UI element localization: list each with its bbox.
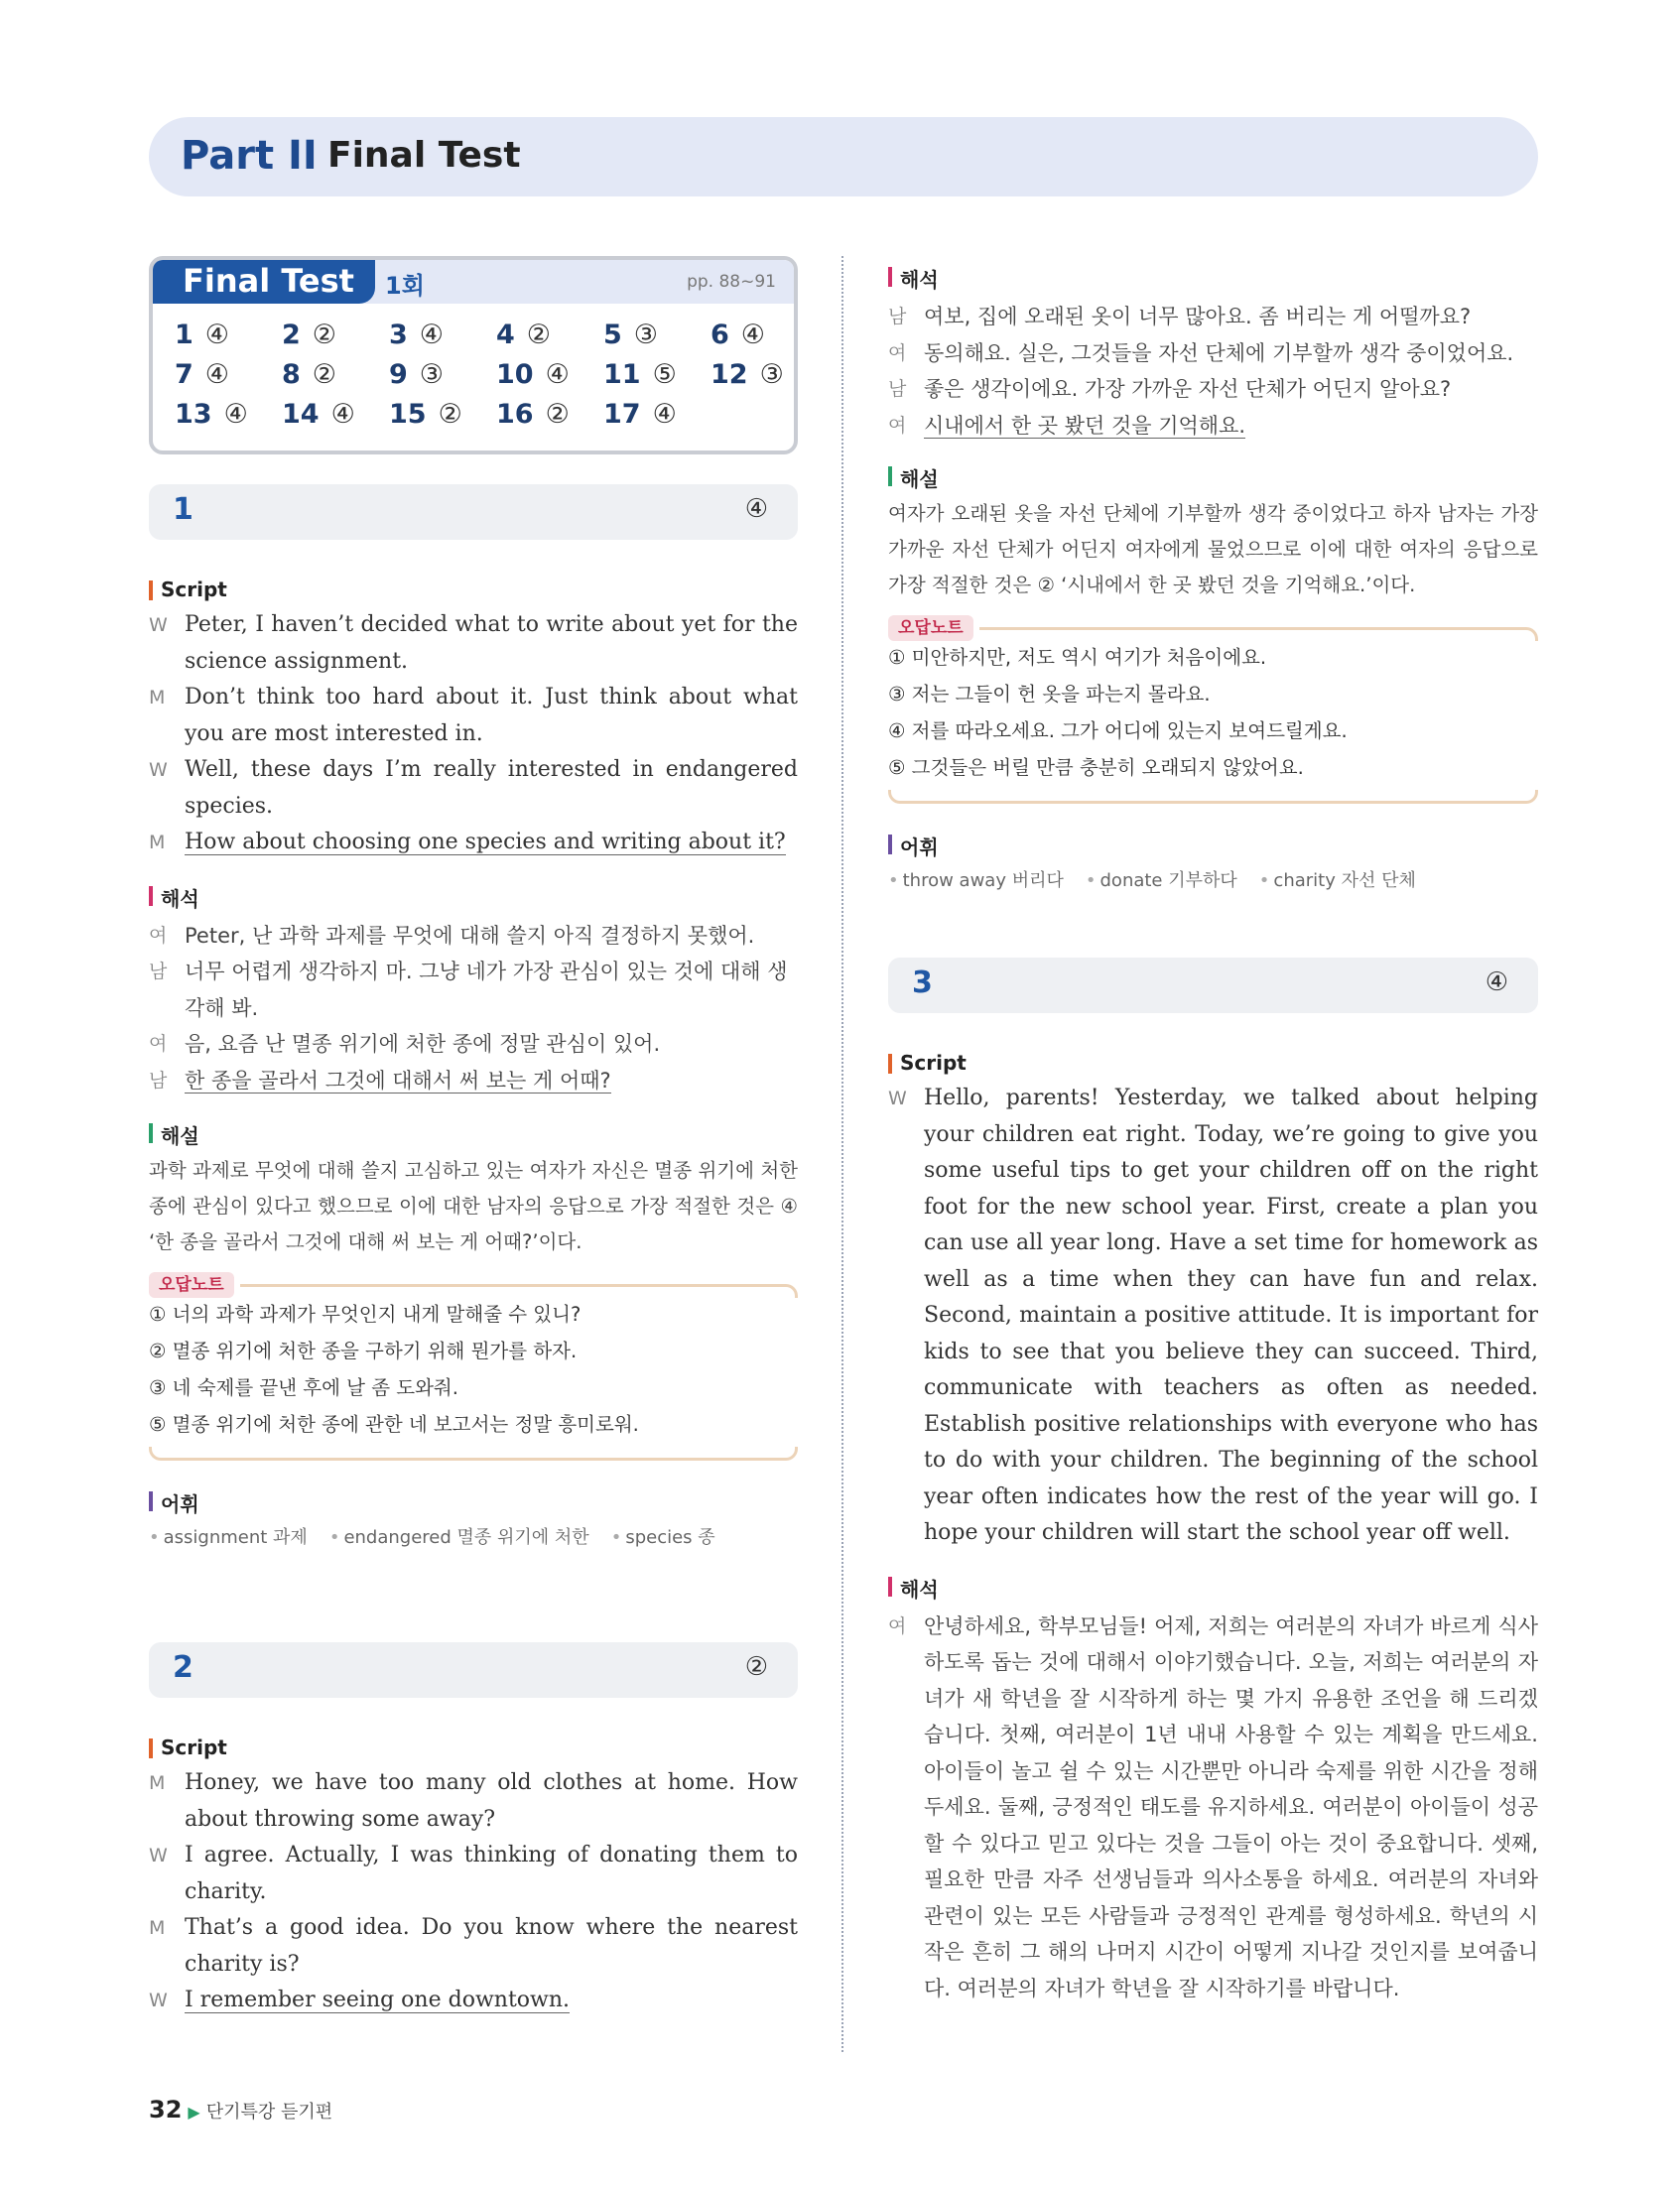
explanation-label: 해설 xyxy=(888,463,1538,492)
answer-item xyxy=(496,399,570,430)
script-label: Script xyxy=(888,1051,1538,1075)
question-answer: ④ xyxy=(1485,967,1508,997)
answer-number: 6 xyxy=(711,320,729,350)
script-text: Well, these days I’m really interested in endangered species. xyxy=(185,757,798,819)
question-header xyxy=(888,958,1538,1013)
answer-number: 8 xyxy=(282,359,301,390)
translation-line xyxy=(888,371,1538,408)
page-range: pp. 88~91 xyxy=(687,272,776,292)
answer-choice: ④ xyxy=(330,399,355,430)
answer-item xyxy=(603,359,677,390)
answer-choice: ⑤ xyxy=(652,359,677,390)
speaker: 여 xyxy=(888,414,907,437)
answer-number: 3 xyxy=(389,320,408,350)
answer-number: 4 xyxy=(496,320,515,350)
answer-choice: ② xyxy=(312,359,337,390)
answer-choice: ④ xyxy=(204,320,230,350)
speaker: M xyxy=(149,1917,166,1939)
wrong-note-item: ④ 저를 따라오세요. 그가 어디에 있는지 보여드릴게요. xyxy=(888,719,1348,742)
translation-lines xyxy=(149,918,798,1099)
translation-label: 해석 xyxy=(149,883,798,912)
wrong-note-item: ① 미안하지만, 저도 역시 여기가 처음이에요. xyxy=(888,646,1267,669)
script-line xyxy=(149,680,798,752)
wrong-note-items xyxy=(149,1296,798,1443)
page-footer xyxy=(149,2096,332,2124)
wrong-note-border-bottom xyxy=(888,790,1538,804)
answer-item xyxy=(603,399,677,430)
speaker: M xyxy=(149,832,166,853)
answer-number: 7 xyxy=(175,359,194,390)
answer-choice: ④ xyxy=(740,320,766,350)
answer-choice: ② xyxy=(526,320,552,350)
translation-label: 해석 xyxy=(888,264,1538,293)
translation-line xyxy=(149,954,798,1026)
answer-number: 17 xyxy=(603,399,641,430)
speaker: W xyxy=(149,614,168,636)
triangle-icon: ▶ xyxy=(188,2103,200,2122)
vocab-list xyxy=(149,1523,798,1549)
script-line xyxy=(149,752,798,825)
speaker: M xyxy=(149,687,166,708)
answer-choice: ④ xyxy=(223,399,248,430)
speaker: 여 xyxy=(149,1033,168,1055)
round-label: 1회 xyxy=(385,272,425,300)
wrong-note-item: ⑤ 멸종 위기에 처한 종에 관한 네 보고서는 정말 흥미로워. xyxy=(149,1413,639,1436)
answer-number: 16 xyxy=(496,399,534,430)
speaker: 여 xyxy=(888,341,907,364)
translation-text: 한 종을 골라서 그것에 대해서 써 보는 게 어때? xyxy=(185,1068,611,1093)
vocab-item: • endangered 멸종 위기에 처한 xyxy=(329,1527,589,1548)
translation-text: 안녕하세요, 학부모님들! 어제, 저희는 여러분의 자녀가 바르게 식사하도록 돕는 것에 대해서 이야기했습니다. 오늘, 저희는 여러분의 자녀가 새 학년을 잘 시작하게 하는 몇 가지 유용한 조언을 해 드리겠습니다. 첫째, 여러분이 1년 내내 사용할 수 있는 계획을 만드세요. 아이들이 놀고 쉴 수 있는 시간뿐만 아니라 숙제를 위한 시간을 정해 두세요. 둘째, 긍정적인 태도를 유지하세요. 여러분이 아이들이 성공할 수 있다고 믿고 있다는 것을 그들이 아는 것이 중요합니다. 셋째, 필요한 만큼 자주 선생님들과 의사소통을 하세요. 여러분의 자녀와 관련이 있는 모든 사람들과 긍정적인 관계를 형성하세요. 학년의 시작은 흔히 그 해의 나머지 시간이 어떻게 지나갈 것인지를 보여줍니다. 여러분의 자녀가 학년을 잘 시작하기를 바랍니다. xyxy=(924,1613,1538,2000)
answer-item xyxy=(389,359,444,390)
translation-line xyxy=(149,918,798,955)
script-line xyxy=(149,1983,798,2019)
answer-item xyxy=(711,359,784,390)
speaker: 여 xyxy=(149,924,168,947)
answer-choice: ④ xyxy=(419,320,445,350)
answer-choice: ④ xyxy=(545,359,570,390)
translation-line xyxy=(149,1026,798,1063)
answer-item xyxy=(389,320,444,350)
speaker: 여 xyxy=(888,1614,907,1637)
script-lines xyxy=(149,1765,798,2019)
vocab-item: • species 종 xyxy=(611,1527,715,1548)
answer-item xyxy=(603,320,658,350)
left-column xyxy=(149,256,798,2019)
answer-item xyxy=(282,359,336,390)
explanation-label: 해설 xyxy=(149,1120,798,1149)
speaker: M xyxy=(149,1772,166,1794)
translation-lines xyxy=(888,299,1538,444)
script-text: Honey, we have too many old clothes at home. How about throwing some away? xyxy=(185,1770,798,1832)
wrong-note-item: ② 멸종 위기에 처한 종을 구하기 위해 뭔가를 하자. xyxy=(149,1340,578,1362)
speaker: 남 xyxy=(888,306,907,327)
wrong-note-box xyxy=(888,615,1538,814)
question-answer: ④ xyxy=(744,494,768,524)
translation-line xyxy=(888,335,1538,372)
script-lines xyxy=(888,1081,1538,1552)
part-header xyxy=(149,117,1538,196)
answer-item xyxy=(175,399,248,430)
script-line xyxy=(149,825,798,861)
script-text: I remember seeing one downtown. xyxy=(185,1988,571,2012)
answer-item xyxy=(389,399,462,430)
speaker: 남 xyxy=(888,378,907,400)
wrong-note-item: ③ 네 숙제를 끝낸 후에 날 좀 도와줘. xyxy=(149,1376,458,1399)
translation-line xyxy=(888,299,1538,335)
wrong-note-item: ⑤ 그것들은 버릴 만큼 충분히 오래되지 않았어요. xyxy=(888,756,1304,779)
answer-number: 13 xyxy=(175,399,212,430)
answer-number: 14 xyxy=(282,399,320,430)
translation-text: 좋은 생각이에요. 가장 가까운 자선 단체가 어딘지 알아요? xyxy=(924,377,1452,401)
answer-number: 12 xyxy=(711,359,748,390)
translation-line xyxy=(888,1609,1538,2007)
speaker: W xyxy=(149,1990,168,2011)
script-label: Script xyxy=(149,578,798,601)
translation-line xyxy=(149,1063,798,1099)
answer-choice: ② xyxy=(312,320,337,350)
final-test-badge: Final Test xyxy=(153,260,375,304)
translation-line xyxy=(888,408,1538,445)
speaker: W xyxy=(149,1845,168,1866)
translation-text: Peter, 난 과학 과제를 무엇에 대해 쓸지 아직 결정하지 못했어. xyxy=(185,923,755,948)
wrong-note-item: ① 너의 과학 과제가 무엇인지 내게 말해줄 수 있니? xyxy=(149,1303,582,1326)
translation-text: 동의해요. 실은, 그것들을 자선 단체에 기부할까 생각 중이었어요. xyxy=(924,340,1514,365)
script-label: Script xyxy=(149,1736,798,1759)
vocab-list xyxy=(888,866,1538,892)
translation-lines xyxy=(888,1609,1538,2007)
script-text: That’s a good idea. Do you know where the nearest charity is? xyxy=(185,1915,798,1977)
script-lines xyxy=(149,607,798,861)
answer-choice: ② xyxy=(545,399,570,430)
vocab-item: • throw away 버리다 xyxy=(888,870,1064,891)
part-label: Part II xyxy=(181,133,318,179)
wrong-note-border-top xyxy=(979,627,1538,641)
wrong-note-item: ③ 저는 그들이 헌 옷을 파는지 몰라요. xyxy=(888,683,1211,706)
answer-choice: ③ xyxy=(633,320,659,350)
answer-choice: ③ xyxy=(419,359,445,390)
answer-item xyxy=(496,320,551,350)
vocab-item: • donate 기부하다 xyxy=(1086,870,1237,891)
answer-choice: ② xyxy=(438,399,462,430)
script-text: Don’t think too hard about it. Just think about what you are most interested in. xyxy=(185,685,798,746)
answer-number: 15 xyxy=(389,399,427,430)
script-line xyxy=(888,1081,1538,1552)
wrong-note-box xyxy=(149,1272,798,1471)
answer-number: 10 xyxy=(496,359,534,390)
script-line xyxy=(149,1838,798,1910)
answer-choice: ④ xyxy=(652,399,677,430)
column-divider xyxy=(841,256,843,2052)
script-line xyxy=(149,607,798,680)
question-header xyxy=(149,484,798,540)
speaker: W xyxy=(149,759,168,781)
wrong-note-tag: 오답노트 xyxy=(888,615,973,641)
answer-number: 9 xyxy=(389,359,408,390)
question-number: 3 xyxy=(912,965,933,1000)
script-text: I agree. Actually, I was thinking of donating them to charity. xyxy=(185,1843,798,1904)
answer-number: 5 xyxy=(603,320,622,350)
answer-choice: ③ xyxy=(759,359,784,390)
vocab-item: • assignment 과제 xyxy=(149,1527,308,1548)
answer-item xyxy=(282,399,355,430)
answer-number: 2 xyxy=(282,320,301,350)
wrong-note-border-top xyxy=(240,1284,798,1298)
answer-item xyxy=(711,320,765,350)
answer-item xyxy=(175,359,229,390)
speaker: W xyxy=(888,1088,907,1109)
question-answer: ② xyxy=(744,1652,768,1682)
script-text: Hello, parents! Yesterday, we talked about helping your children eat right. Today, we’re going to give you some useful tips to get your children off on the right foot for the new school year. First, create a plan you can use all year long. Have a set time for homework as well as a time when they can have fun and relax. Second, maintain a positive attitude. It is important for kids to see that you believe they can succeed. Third, communicate with teachers as often as needed. Establish positive relationships with everyone who has to do with your children. The beginning of the school year often indicates how the rest of the year will go. I hope your children will start the school year off well. xyxy=(924,1086,1538,1545)
wrong-note-border-bottom xyxy=(149,1447,798,1461)
question-number: 2 xyxy=(173,1650,194,1685)
right-column xyxy=(888,256,1538,2006)
vocab-item: • charity 자선 단체 xyxy=(1259,870,1416,891)
script-line xyxy=(149,1910,798,1983)
script-line xyxy=(149,1765,798,1838)
translation-text: 너무 어렵게 생각하지 마. 그냥 네가 가장 관심이 있는 것에 대해 생각해 봐. xyxy=(185,960,788,1020)
answer-item xyxy=(496,359,570,390)
answer-item xyxy=(282,320,336,350)
vocab-label: 어휘 xyxy=(149,1488,798,1517)
wrong-note-tag: 오답노트 xyxy=(149,1272,234,1298)
explanation-text: 과학 과제로 무엇에 대해 쓸지 고심하고 있는 여자가 자신은 멸종 위기에 처한 종에 관심이 있다고 했으므로 이에 대한 남자의 응답으로 가장 적절한 것은 ④ ‘한 종을 골라서 그것에 대해 써 보는 게 어때?’이다. xyxy=(149,1159,798,1253)
translation-text: 음, 요즘 난 멸종 위기에 처한 종에 정말 관심이 있어. xyxy=(185,1032,661,1056)
answer-item xyxy=(175,320,229,350)
book-title: 단기특강 듣기편 xyxy=(205,2102,333,2123)
answer-key-box xyxy=(149,256,798,454)
page-number: 32 xyxy=(149,2096,183,2124)
script-text: Peter, I haven’t decided what to write about yet for the science assignment. xyxy=(185,612,798,674)
answer-number: 1 xyxy=(175,320,194,350)
script-text: How about choosing one species and writing about it? xyxy=(185,830,786,854)
vocab-label: 어휘 xyxy=(888,832,1538,860)
question-header xyxy=(149,1642,798,1698)
explanation-text: 여자가 오래된 옷을 자선 단체에 기부할까 생각 중이었다고 하자 남자는 가장 가까운 자선 단체가 어딘지 여자에게 물었으므로 이에 대한 여자의 응답으로 가장 적절한 것은 ② ‘시내에서 한 곳 봤던 것을 기억해요.’이다. xyxy=(888,502,1538,596)
speaker: 남 xyxy=(149,961,168,982)
speaker: 남 xyxy=(149,1069,168,1092)
wrong-note-items xyxy=(888,639,1538,786)
answer-choice: ④ xyxy=(204,359,230,390)
answer-number: 11 xyxy=(603,359,641,390)
part-title: Final Test xyxy=(327,135,521,176)
translation-label: 해석 xyxy=(888,1574,1538,1603)
translation-text: 시내에서 한 곳 봤던 것을 기억해요. xyxy=(924,413,1246,438)
translation-text: 여보, 집에 오래된 옷이 너무 많아요. 좀 버리는 게 어떨까요? xyxy=(924,305,1472,328)
question-number: 1 xyxy=(173,492,194,527)
